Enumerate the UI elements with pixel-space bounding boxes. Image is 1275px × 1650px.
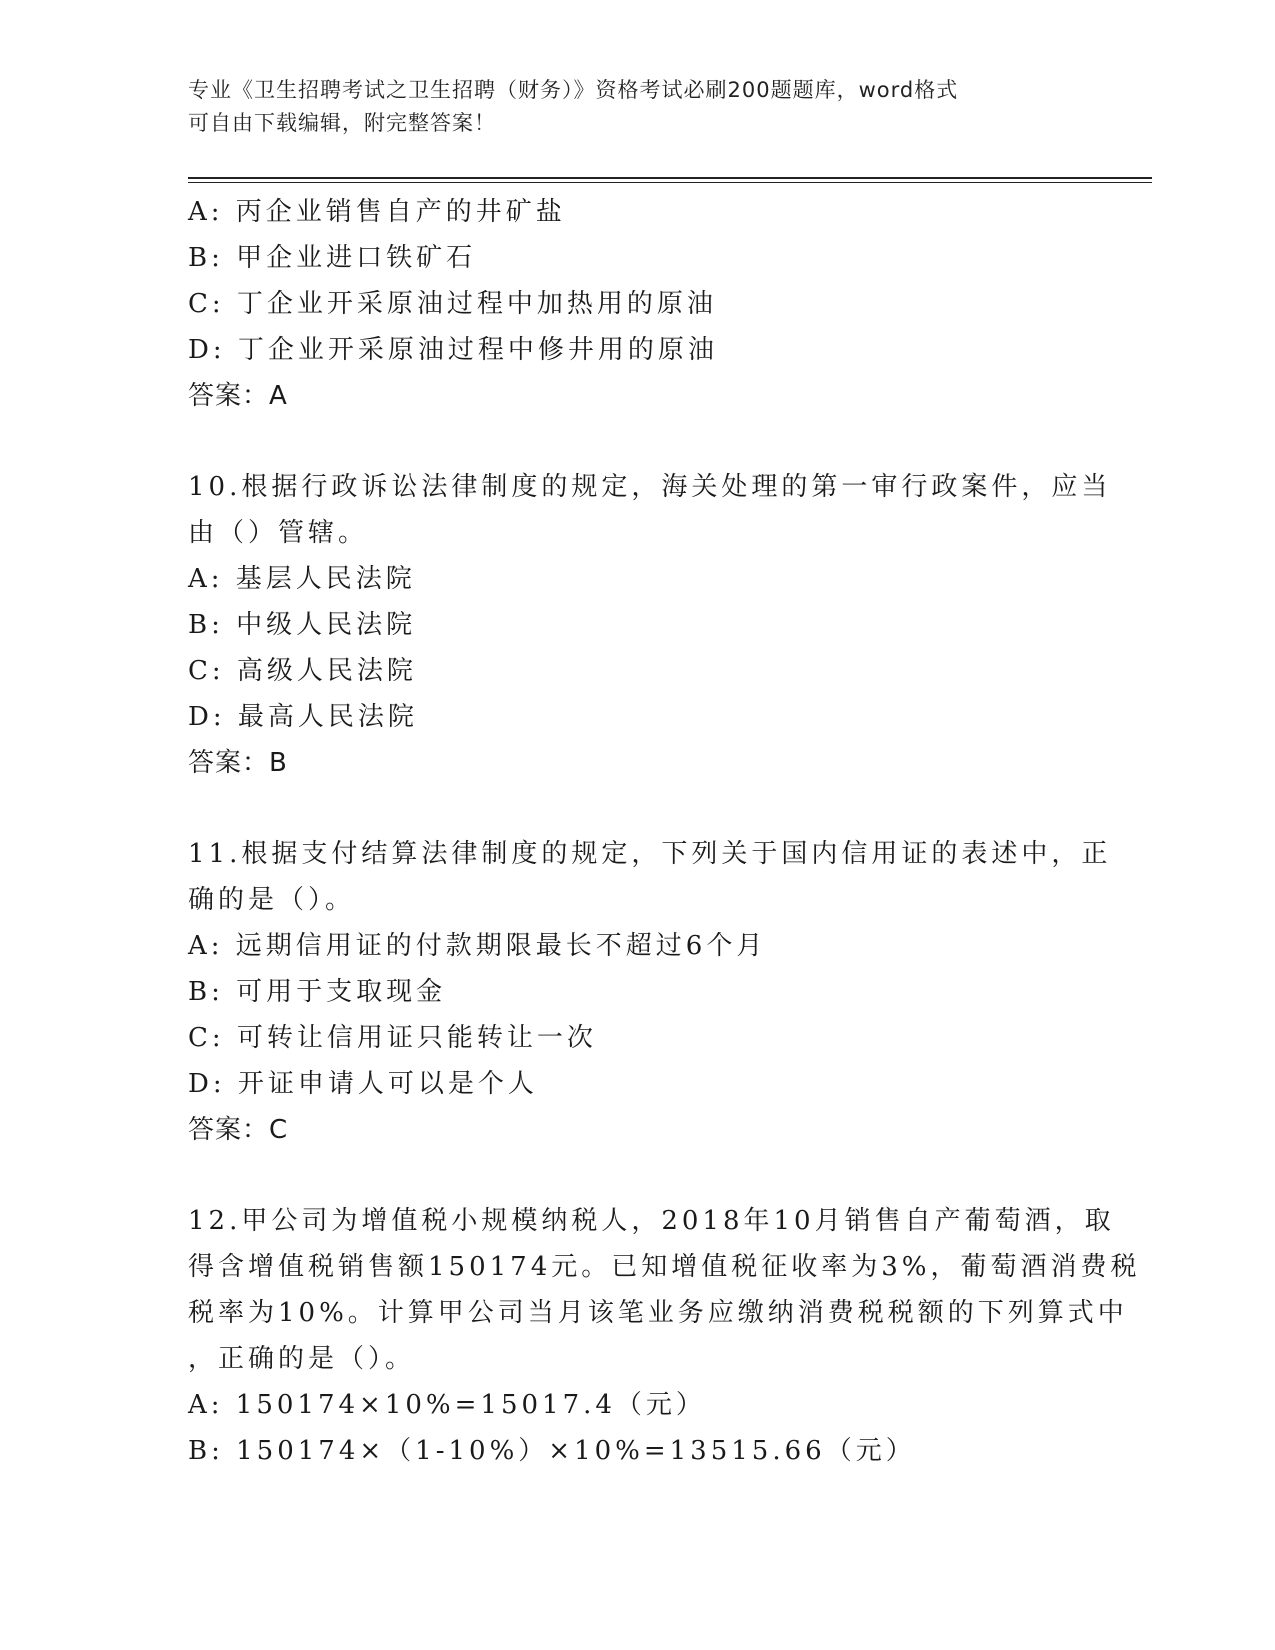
option-c: C: 可转让信用证只能转让一次 [188, 1023, 597, 1053]
option-a: A: 基层人民法院 [188, 564, 416, 594]
question-stem: 11.根据支付结算法律制度的规定，下列关于国内信用证的表述中，正 [188, 839, 1112, 869]
option-d: D: 最高人民法院 [188, 702, 418, 732]
header-divider-thick [188, 177, 1152, 179]
question-stem: ，正确的是（）。 [188, 1344, 416, 1374]
option-a: A: 远期信用证的付款期限最长不超过6个月 [188, 931, 767, 961]
option-c: C: 丁企业开采原油过程中加热用的原油 [188, 289, 717, 319]
question-stem: 10.根据行政诉讼法律制度的规定，海关处理的第一审行政案件，应当 [188, 472, 1112, 502]
question-stem: 得含增值税销售额150174元。已知增值税征收率为3%，葡萄酒消费税 [188, 1252, 1141, 1282]
answer-line: 答案：C [188, 1115, 289, 1145]
option-c: C: 高级人民法院 [188, 656, 417, 686]
question-stem: 确的是（）。 [188, 885, 356, 915]
option-a: A: 150174×10%=15017.4（元） [188, 1390, 706, 1420]
option-a: A: 丙企业销售自产的井矿盐 [188, 197, 566, 227]
spacer [188, 786, 1088, 831]
document-header [188, 74, 1068, 140]
spacer [188, 419, 1088, 464]
document-body [188, 189, 1141, 1474]
question-9-options [188, 189, 1088, 419]
question-12 [188, 1198, 1141, 1474]
question-11 [188, 831, 1112, 1153]
question-10 [188, 464, 1112, 786]
question-stem: 由（）管辖。 [188, 518, 369, 548]
question-stem: 12.甲公司为增值税小规模纳税人，2018年10月销售自产葡萄酒，取 [188, 1206, 1115, 1236]
answer-line: 答案：B [188, 748, 288, 778]
spacer [188, 1153, 1088, 1198]
option-d: D: 开证申请人可以是个人 [188, 1069, 538, 1099]
option-b: B: 甲企业进口铁矿石 [188, 243, 477, 273]
option-b: B: 中级人民法院 [188, 610, 417, 640]
option-d: D: 丁企业开采原油过程中修井用的原油 [188, 335, 718, 365]
answer-line: 答案：A [188, 381, 288, 411]
option-b: B: 150174×（1-10%）×10%=13515.66（元） [188, 1436, 916, 1466]
option-b: B: 可用于支取现金 [188, 977, 447, 1007]
header-line-2: 可自由下载编辑，附完整答案！ [188, 111, 496, 135]
header-divider-thin [188, 182, 1152, 183]
header-line-1: 专业《卫生招聘考试之卫生招聘（财务）》资格考试必刷200题题库，word格式 [188, 78, 959, 102]
question-stem: 税率为10%。计算甲公司当月该笔业务应缴纳消费税税额的下列算式中 [188, 1298, 1128, 1328]
